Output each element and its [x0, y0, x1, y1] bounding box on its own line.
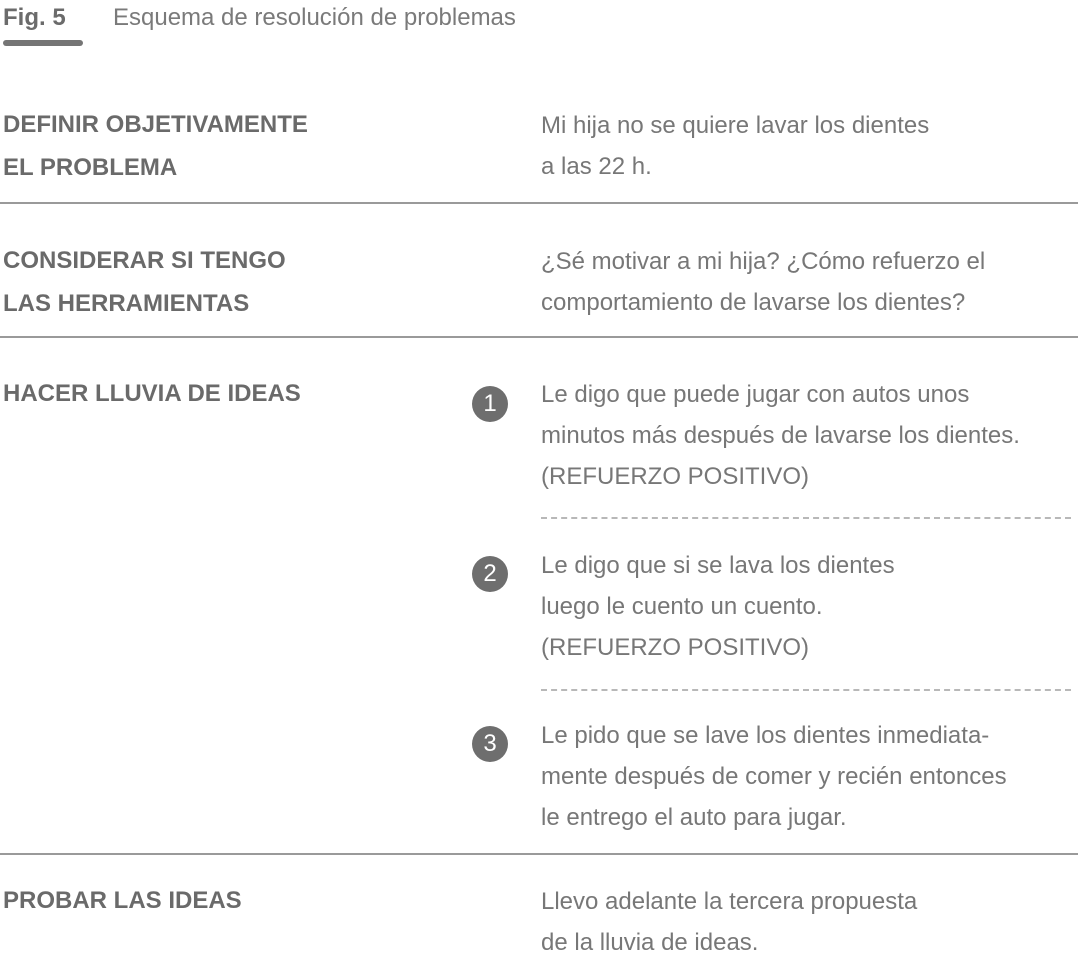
- step-3-label: HACER LLUVIA DE IDEAS: [3, 380, 301, 407]
- idea-3-text: Le pido que se lave los dientes inmediata- mente después de comer y recién entonces le entrego el auto para jugar.: [541, 722, 1007, 831]
- idea-2-number-badge: 2: [472, 556, 508, 592]
- figure-title: Esquema de resolución de problemas: [113, 4, 516, 31]
- idea-3-number-badge: 3: [472, 726, 508, 762]
- step-1-label: DEFINIR OBJETIVAMENTE EL PROBLEMA: [3, 111, 308, 181]
- idea-2-text: Le digo que si se lava los dientes luego le cuento un cuento. (REFUERZO POSITIVO): [541, 552, 895, 661]
- idea-1-number-badge: 1: [472, 386, 508, 422]
- step-2-label: CONSIDERAR SI TENGO LAS HERRAMIENTAS: [3, 247, 286, 317]
- step-2-text: ¿Sé motivar a mi hija? ¿Cómo refuerzo el comportamiento de lavarse los dientes?: [541, 248, 986, 316]
- idea-separator-2: [541, 689, 1071, 691]
- step-4-label: PROBAR LAS IDEAS: [3, 887, 242, 914]
- figure-label: Fig. 5: [3, 4, 66, 31]
- step-1-text: Mi hija no se quiere lavar los dientes a las 22 h.: [541, 112, 930, 180]
- idea-1-text: Le digo que puede jugar con autos unos minutos más después de lavarse los dientes. (REFUERZO POSITIVO): [541, 381, 1020, 490]
- idea-separator-1: [541, 517, 1071, 519]
- divider-1: [0, 202, 1078, 204]
- step-4-text: Llevo adelante la tercera propuesta de la lluvia de ideas.: [541, 888, 918, 956]
- divider-2: [0, 336, 1078, 338]
- divider-3: [0, 853, 1078, 855]
- figure-label-underline: [3, 40, 83, 46]
